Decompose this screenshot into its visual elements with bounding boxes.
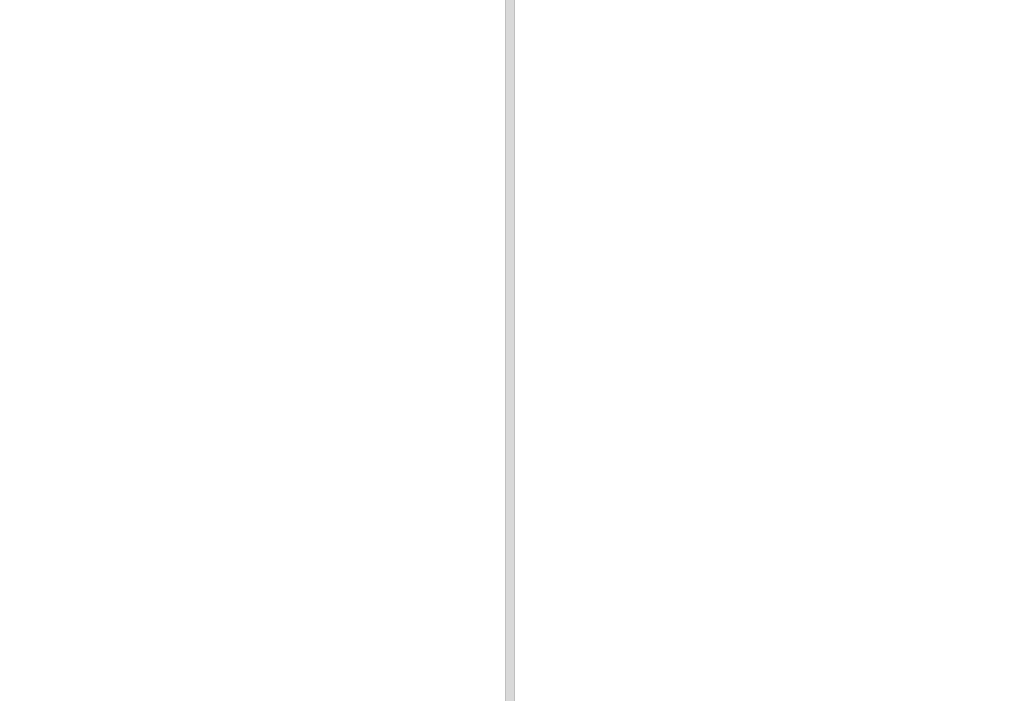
document-page-right xyxy=(514,0,1024,701)
document-page-left xyxy=(0,0,506,701)
